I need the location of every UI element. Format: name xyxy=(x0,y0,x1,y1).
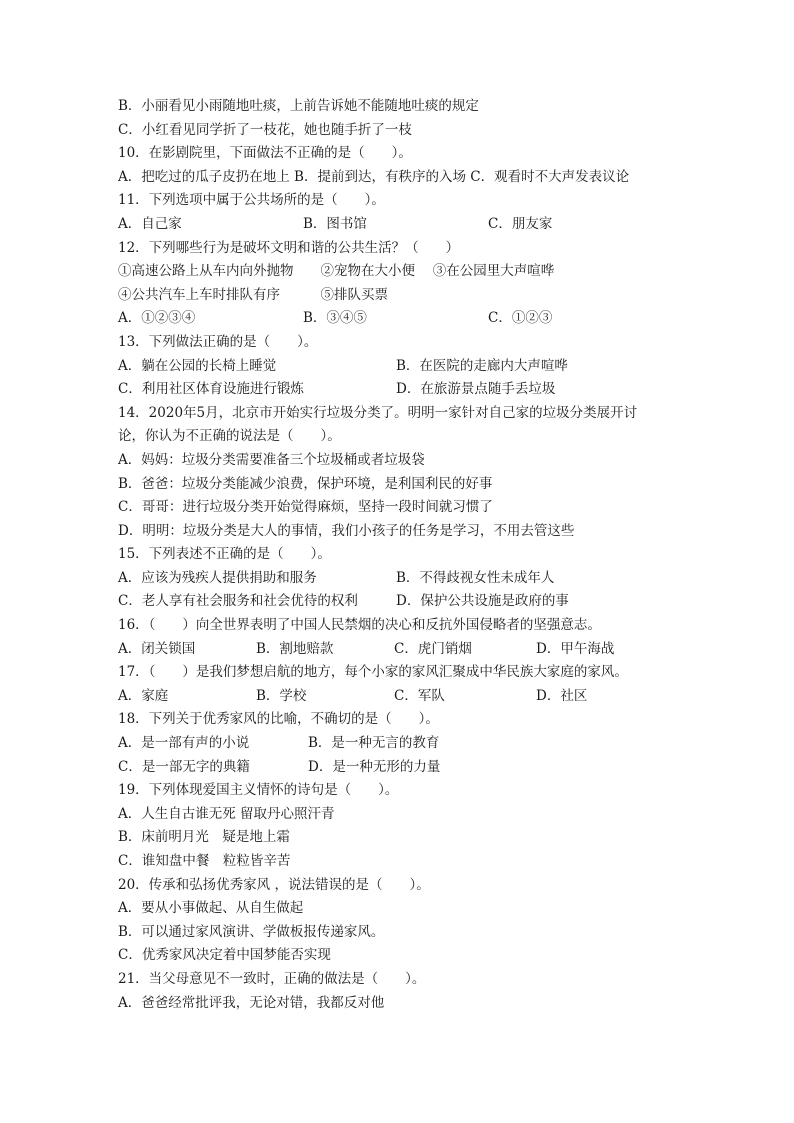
text-line xyxy=(118,260,678,284)
text-line xyxy=(118,826,678,850)
text-line xyxy=(118,425,678,449)
text-line xyxy=(118,119,678,143)
line-text: C．小红看见同学折了一枝花，她也随手折了一枝 xyxy=(118,121,412,138)
text-line xyxy=(118,803,678,827)
text-line xyxy=(118,496,678,520)
text-line xyxy=(118,567,678,591)
line-text: B．爸爸：垃圾分类能减少浪费，保护环境，是利国利民的好事 xyxy=(118,475,493,492)
text-line xyxy=(118,614,678,638)
line-text: 15．下列表述不正确的是（ ）。 xyxy=(118,546,331,563)
line-text: 13．下列做法正确的是（ ）。 xyxy=(118,333,318,350)
answer-option: D．甲午海战 xyxy=(536,640,615,657)
text-line xyxy=(118,284,678,308)
text-line xyxy=(118,638,678,662)
answer-option: C．①②③ xyxy=(488,310,553,327)
text-line xyxy=(118,166,678,190)
text-line xyxy=(118,449,678,473)
line-text: ④公共汽车上车时排队有序 ⑤排队买票 xyxy=(118,286,388,303)
answer-option: B．在医院的走廊内大声喧哗 xyxy=(396,357,568,374)
answer-option: D．是一种无形的力量 xyxy=(308,758,441,775)
answer-option: D．保护公共设施是政府的事 xyxy=(396,593,569,610)
answer-option: B．割地赔款 xyxy=(256,640,334,657)
text-line xyxy=(118,944,678,968)
text-line xyxy=(118,992,678,1016)
answer-option: A．闭关锁国 xyxy=(118,640,196,657)
text-line xyxy=(118,331,678,355)
line-text: C．哥哥：进行垃圾分类开始觉得麻烦，坚持一段时间就习惯了 xyxy=(118,499,493,516)
text-line xyxy=(118,378,678,402)
line-text: 12．下列哪些行为是破坏文明和谐的公共生活？（ ） xyxy=(118,239,460,256)
text-line xyxy=(118,237,678,261)
text-line xyxy=(118,402,678,426)
answer-option: A．应该为残疾人提供捐助和服务 xyxy=(118,569,317,586)
text-line xyxy=(118,590,678,614)
text-line xyxy=(118,850,678,874)
line-text: 16．（ ）向全世界表明了中国人民禁烟的决心和反抗外国侵略者的坚强意志。 xyxy=(118,617,601,634)
answer-option: C．利用社区体育设施进行锻炼 xyxy=(118,381,304,398)
line-text: 20．传承和弘扬优秀家风 ，说法错误的是（ ）。 xyxy=(118,876,430,893)
answer-option: C．朋友家 xyxy=(488,215,553,232)
line-text: ①高速公路上从车内向外抛物 ②宠物在大小便 ③在公园里大声喧哗 xyxy=(118,263,555,280)
line-text: 11．下列选项中属于公共场所的是（ ）。 xyxy=(118,192,385,209)
text-line xyxy=(118,968,678,992)
text-line xyxy=(118,756,678,780)
text-line xyxy=(118,307,678,331)
text-line xyxy=(118,355,678,379)
answer-option: B．是一种无言的教育 xyxy=(308,735,440,752)
text-line xyxy=(118,732,678,756)
text-line xyxy=(118,520,678,544)
answer-option: A．自己家 xyxy=(118,215,182,232)
text-line xyxy=(118,95,678,119)
text-line xyxy=(118,189,678,213)
line-text: D．明明：垃圾分类是大人的事情，我们小孩子的任务是学习，不用去管这些 xyxy=(118,522,575,539)
line-text: A．人生自古谁无死 留取丹心照汗青 xyxy=(118,805,335,822)
line-text: A．爸爸经常批评我，无论对错，我都反对他 xyxy=(118,994,385,1011)
text-line xyxy=(118,543,678,567)
line-text: 17．（ ）是我们梦想启航的地方，每个小家的家风汇聚成中华民族大家庭的家风。 xyxy=(118,664,628,681)
answer-option: A．家庭 xyxy=(118,687,169,704)
line-text: C．优秀家风决定着中国梦能否实现 xyxy=(118,947,331,964)
answer-option: B．图书馆 xyxy=(303,215,367,232)
line-text: B．可以通过家风演讲、学做板报传递家风。 xyxy=(118,923,385,940)
line-text: 14．2020年5月，北京市开始实行垃圾分类了。明明一家针对自己家的垃圾分类展开讨 xyxy=(118,404,638,421)
text-line xyxy=(118,213,678,237)
answer-option: C．老人享有社会服务和社会优待的权利 xyxy=(118,593,358,610)
line-text: A．要从小事做起、从自生做起 xyxy=(118,900,304,917)
text-line xyxy=(118,897,678,921)
answer-option: B．不得歧视女性未成年人 xyxy=(396,569,555,586)
line-text: A．妈妈：垃圾分类需要准备三个垃圾桶或者垃圾袋 xyxy=(118,451,425,468)
answer-option: B．③④⑤ xyxy=(303,310,367,327)
answer-option: A．躺在公园的长椅上睡觉 xyxy=(118,357,277,374)
line-text: 21．当父母意见不一致时，正确的做法是（ ）。 xyxy=(118,970,426,987)
line-text: 18．下列关于优秀家风的比喻，不确切的是（ ）。 xyxy=(118,711,439,728)
text-line xyxy=(118,661,678,685)
answer-option: D．在旅游景点随手丢垃圾 xyxy=(396,381,556,398)
line-text: 论，你认为不正确的说法是（ ）。 xyxy=(118,428,341,445)
text-line xyxy=(118,473,678,497)
line-text: B．小丽看见小雨随地吐痰，上前告诉她不能随地吐痰的规定 xyxy=(118,98,479,114)
question-list xyxy=(118,95,678,1015)
text-line xyxy=(118,874,678,898)
answer-option: A．①②③④ xyxy=(118,310,196,327)
text-line xyxy=(118,779,678,803)
text-line xyxy=(118,708,678,732)
line-text: B．床前明月光 疑是地上霜 xyxy=(118,829,290,846)
answer-option: C．是一部无字的典籍 xyxy=(118,758,250,775)
text-line xyxy=(118,142,678,166)
answer-option: C．军队 xyxy=(394,687,445,704)
text-line xyxy=(118,921,678,945)
text-line xyxy=(118,685,678,709)
line-text: A．把吃过的瓜子皮扔在地上 B．提前到达，有秩序的入场 C．观看时不大声发表议论 xyxy=(118,168,630,185)
line-text: 10．在影剧院里，下面做法不正确的是（ ）。 xyxy=(118,145,412,162)
answer-option: A．是一部有声的小说 xyxy=(118,735,250,752)
line-text: C．谁知盘中餐 粒粒皆辛苦 xyxy=(118,853,291,869)
answer-option: D．社区 xyxy=(536,687,588,704)
answer-option: C．虎门销烟 xyxy=(394,640,472,657)
line-text: 19．下列体现爱国主义情怀的诗句是（ ）。 xyxy=(118,782,399,799)
answer-option: B．学校 xyxy=(256,687,307,704)
